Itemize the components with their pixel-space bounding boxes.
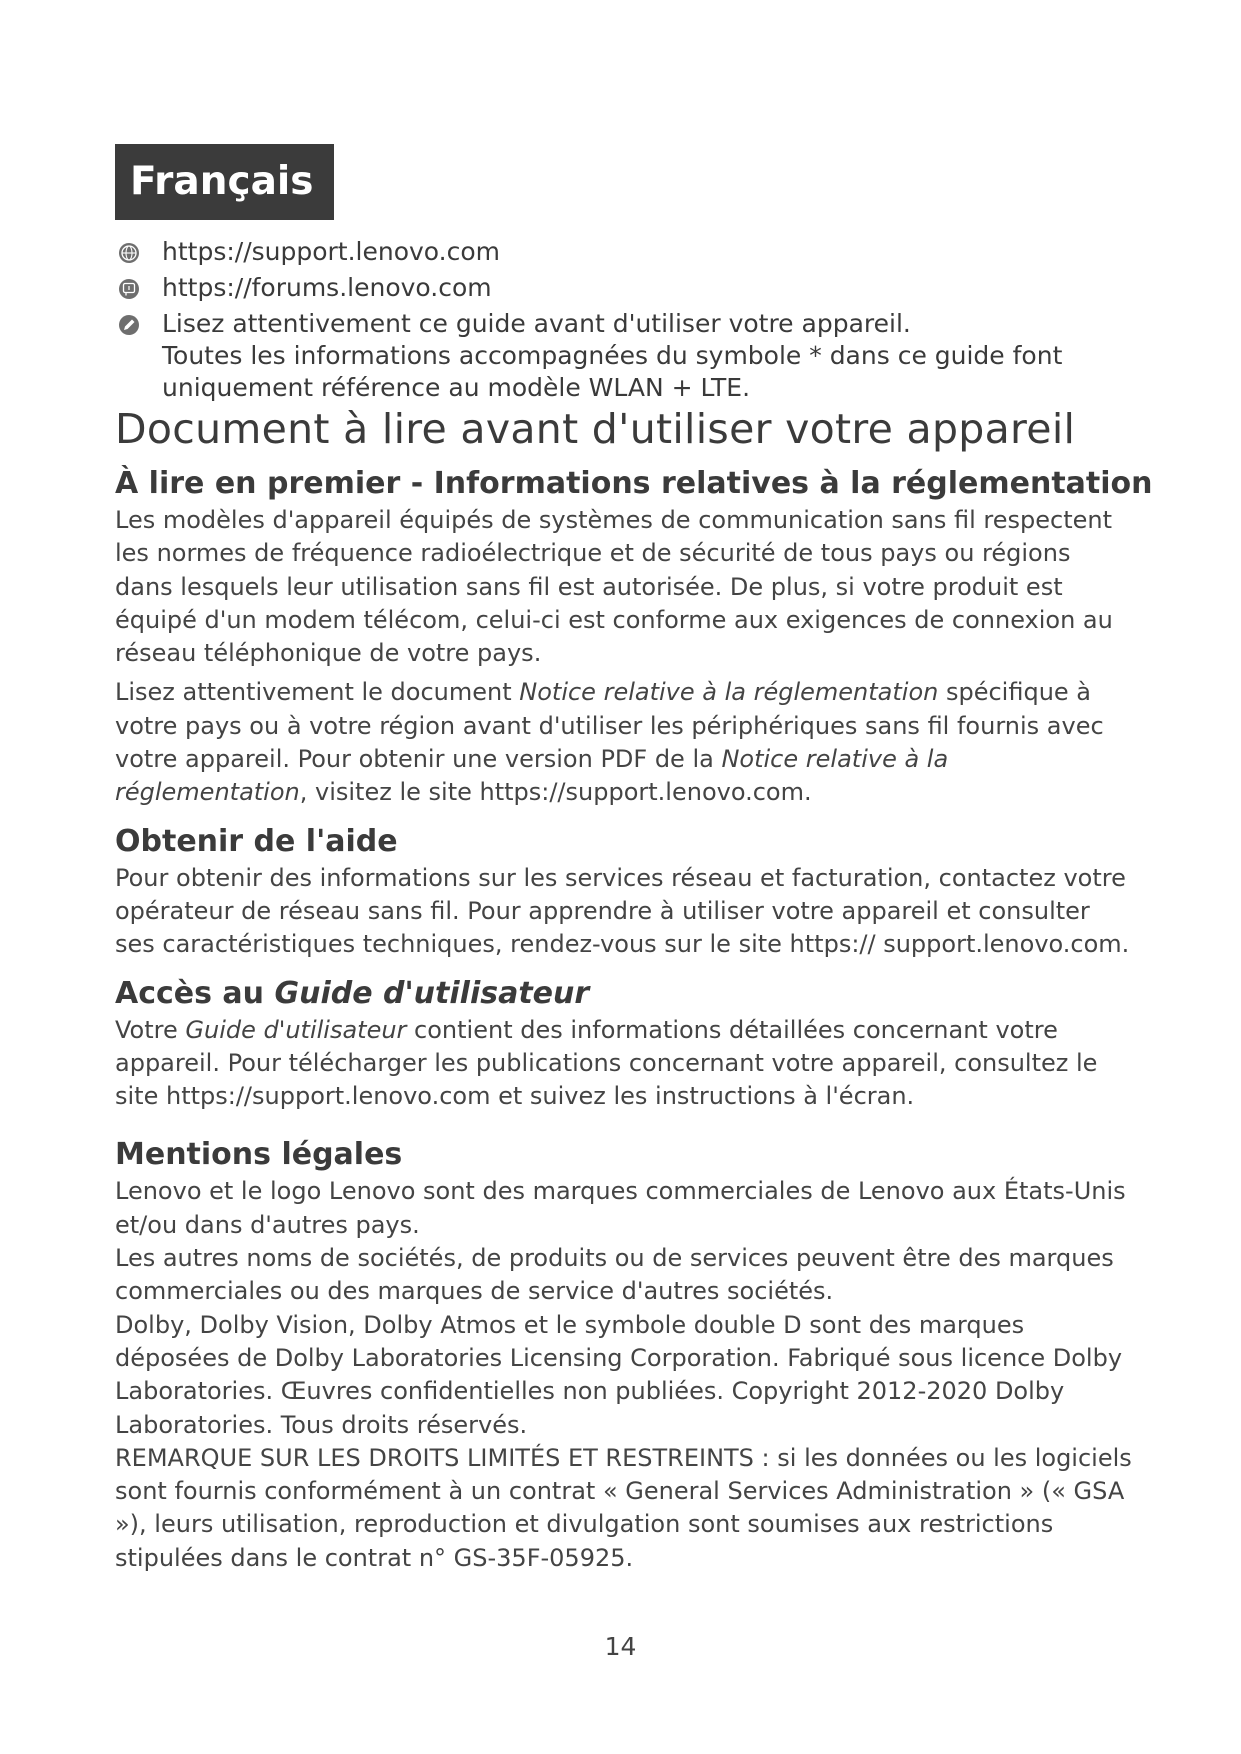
legal-paragraph-2: Les autres noms de sociétés, de produits ou de services peuvent être des marques commerciales ou des marques de service d'autres sociétés. bbox=[115, 1244, 1114, 1306]
help-heading: Obtenir de l'aide bbox=[115, 823, 398, 859]
legal-paragraph-4: REMARQUE SUR LES DROITS LIMITÉS ET RESTREINTS : si les données ou les logiciels sont fournis conformément à un contrat « General Services Administration » (« GSA »), leurs utilisation, reproduction et divulgation sont soumises aux restrictions stipulées dans le contrat n° GS-35F-05925. bbox=[115, 1443, 1132, 1572]
note-line-2: Toutes les informations accompagnées du symbole * dans ce guide font bbox=[162, 341, 1063, 370]
info-links bbox=[115, 234, 1135, 404]
guide-heading: Accès au Guide d'utilisateur bbox=[115, 975, 590, 1011]
forums-url[interactable]: https://forums.lenovo.com bbox=[162, 273, 492, 302]
legal-heading: Mentions légales bbox=[115, 1137, 403, 1173]
main-content bbox=[115, 400, 1153, 1575]
language-tag: Français bbox=[115, 144, 334, 220]
guide-paragraph: Votre Guide d'utilisateur contient des informations détaillées concernant votre appareil. Pour télécharger les publications concernant votre appareil, consultez le site https://support.lenovo.com et suivez les instructions à l'écran. bbox=[115, 1015, 1098, 1111]
globe-icon bbox=[118, 242, 140, 264]
forums-link-row[interactable] bbox=[115, 270, 1135, 306]
read-guide-note bbox=[115, 308, 1135, 404]
regulatory-heading: À lire en premier - Informations relatives à la réglementation bbox=[115, 466, 1153, 501]
forum-icon bbox=[118, 278, 140, 300]
legal-paragraph-1: Lenovo et le logo Lenovo sont des marques commerciales de Lenovo aux États-Unis et/ou dans d'autres pays. bbox=[115, 1177, 1126, 1239]
page-title: Document à lire avant d'utiliser votre appareil bbox=[115, 405, 1076, 453]
legal-paragraph-3: Dolby, Dolby Vision, Dolby Atmos et le symbole double D sont des marques déposées de Dolby Laboratories Licensing Corporation. Fabriqué sous licence Dolby Laboratories. Œuvres confidentielles non publiées. Copyright 2012-2020 Dolby Laboratories. Tous droits réservés. bbox=[115, 1310, 1123, 1439]
regulatory-paragraph-2: Lisez attentivement le document Notice relative à la réglementation spécifique à votre pays ou à votre région avant d'utiliser les périphériques sans fil fournis avec votre appareil. Pour obtenir une version PDF de la Notice relative à la réglementation, visitez le site https://support.lenovo.com. bbox=[115, 678, 1104, 807]
note-line-1: Lisez attentivement ce guide avant d'utiliser votre appareil. bbox=[162, 309, 911, 338]
pencil-note-icon bbox=[118, 314, 140, 336]
support-url[interactable]: https://support.lenovo.com bbox=[162, 237, 501, 266]
regulatory-paragraph-1: Les modèles d'appareil équipés de systèmes de communication sans fil respectent les normes de fréquence radioélectrique et de sécurité de tous pays ou régions dans lesquels leur utilisation sans fil est autorisée. De plus, si votre produit est équipé d'un modem télécom, celui-ci est conforme aux exigences de connexion au réseau téléphonique de votre pays. bbox=[115, 506, 1113, 668]
page-number: 14 bbox=[604, 1632, 637, 1661]
note-line-3: uniquement référence au modèle WLAN + LTE. bbox=[162, 373, 751, 402]
support-link-row[interactable] bbox=[115, 234, 1135, 270]
help-paragraph: Pour obtenir des informations sur les services réseau et facturation, contactez votre opérateur de réseau sans fil. Pour apprendre à utiliser votre appareil et consulter ses caractéristiques techniques, rendez-vous sur le site https:// support.lenovo.com. bbox=[115, 863, 1130, 959]
